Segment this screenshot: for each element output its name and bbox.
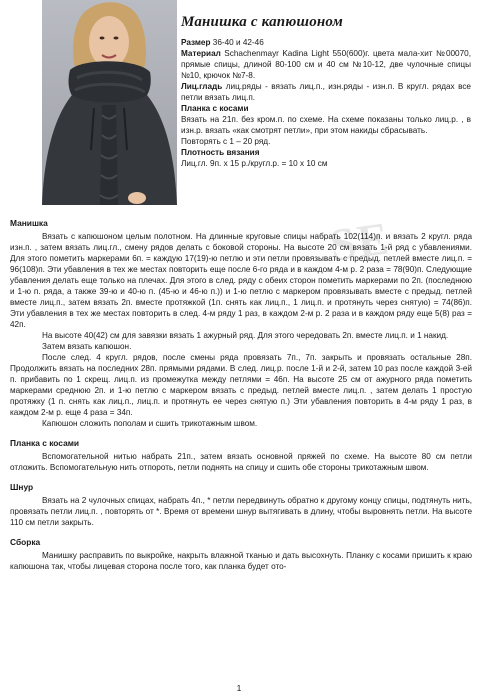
material-text: Schachenmayr Kadina Light 550(600)г. цвета мала-хит №00070, прямые спицы, длиной 80-100 см и 40 см №10-12, две чулочные спицы №10, крючок №7-8. — [181, 49, 471, 80]
paragraph: Вспомогательной нитью набрать 21п., затем вязать основной пряжей по схеме. На высоте 80 см петли отложить. Вспомогательную нить отпороть, петли поднять на спицу и сшить обе стороны трикотажным швом. — [10, 452, 472, 472]
paragraph: Вязать на 2 чулочных спицах, набрать 4п., * петли передвинуть обратно к другому концу спицы, подтянуть нить, провязать петли лиц.п. , повторять от *. Время от времени шнур вытягивать в длину, чтобы выровнять петли. На высоте 110 см петли закрыть. — [10, 496, 472, 527]
section-title: Манишка — [10, 218, 48, 228]
product-photo — [42, 0, 177, 205]
section-title: Планка с косами — [10, 438, 80, 448]
size-line — [181, 37, 471, 48]
paragraph: После след. 4 кругл. рядов, после смены ряда провязать 7п., 7п. закрыть и провязать остальные 28п. Продолжить вязать на последних 28п. прямыми рядами. В след. лиц.р. после 1-й и 2-й, затем 10 раз после каждой 3-ей п. прибавить по 1 скрещ. лиц.п. из промежутка между петлями = 46п. На высоте 25 см от ажурного ряда пометить маркерами среднюю 2п. и 1-ю петлю с маркером вязать с предыд. петлей вместе лиц.п. , затем делать 1 простую протяжку (1 п. снять как лиц.п., лиц.п. и протянуть ее через снятую п.) Эти убавления повторить в 4-м ряду 1 раз, в каждом 2-м р. еще 4 раза = 34п. — [10, 353, 472, 417]
strap-title: Планка с косами — [181, 104, 249, 113]
pattern-header — [181, 14, 471, 169]
size-label: Размер — [181, 38, 211, 47]
page-number: 1 — [236, 683, 242, 693]
stitch-text: лиц.ряды - вязать лиц.п., изн.ряды - изн.п. В кругл. рядах все петли вязать лиц.п. — [181, 82, 471, 102]
pattern-title: Манишка с капюшоном — [181, 14, 344, 30]
section-strap — [10, 438, 472, 473]
section-cord — [10, 482, 472, 528]
density-title: Плотность вязания — [181, 148, 260, 157]
stitch-line — [181, 81, 471, 103]
density-text: Лиц.гл. 9п. х 15 р./кругл.р. = 10 х 10 см — [181, 159, 328, 168]
material-line — [181, 48, 471, 81]
stitch-label: Лиц.гладь — [181, 82, 223, 91]
watermark: SE — [326, 212, 394, 271]
section-manishka — [10, 218, 472, 429]
material-label: Материал — [181, 49, 221, 58]
paragraph: Вязать с капюшоном целым полотном. На длинные круговые спицы набрать 102(114)п. и вязать 2 кругл. ряда изн.п. , затем вязать лиц.гл., смену рядов делать с боковой стороны. На высоте 20 см вязать 1-й ряд с убавлениями. Для этого пометить маркерами 6п. = каждую 17(19)-ю петлю и эти петли провязывать с предыд. петлей вместе лиц.п. = 96(108)п. Эти убавления в тех же местах повторить еще после 6-го ряда и в каждом 4-м р. 2 раза = 78(90)п. Следующие убавления делать еще только на плечах. Для этого в след. ряду с обеих сторон пометить маркерами по 2п. (последнюю и 1-ю п. ряда, а также 39-ю и 40-ю п. (45-ю и 46-ю п.)) и 1-ю петлю с маркером провязывать вместе с предыд. петлей вместе лиц.п., затем вязать 2п. вместе протяжкой (1п. снять как лиц.п., 1 лиц.п. и протянуть через снятую) = 74(86)п. Эти убавления в тех же местах повторить в след. 4-м ряду 1 раз, в каждом 2-м р. 2 раза и в каждом ряду еще 5(8) раз = 42п. — [10, 232, 472, 329]
size-value: 36-40 и 42-46 — [210, 38, 264, 47]
paragraph: Капюшон сложить пополам и сшить трикотажным швом. — [42, 419, 258, 428]
paragraph: Манишку расправить по выкройке, накрыть влажной тканью и дать высохнуть. Планку с косами пришить к краю капюшона так, чтобы лицевая сторона после того, как планка будет ото- — [10, 551, 472, 571]
pattern-body — [10, 218, 472, 572]
strap-text-2: Повторять с 1 – 20 ряд. — [181, 137, 271, 146]
section-assembly — [10, 537, 472, 572]
section-title: Шнур — [10, 482, 34, 492]
paragraph: На высоте 40(42) см для завязки вязать 1 ажурный ряд. Для этого чередовать 2п. вместе лиц.п. и 1 накид. — [42, 331, 449, 340]
paragraph: Затем вязать капюшон. — [42, 342, 132, 351]
strap-text-1: Вязать на 21п. без кром.п. по схеме. На схеме показаны только лиц.р. , в изн.р. вязать «как смотрят петли», при этом накиды сбрасывать. — [181, 115, 471, 135]
section-title: Сборка — [10, 537, 41, 547]
